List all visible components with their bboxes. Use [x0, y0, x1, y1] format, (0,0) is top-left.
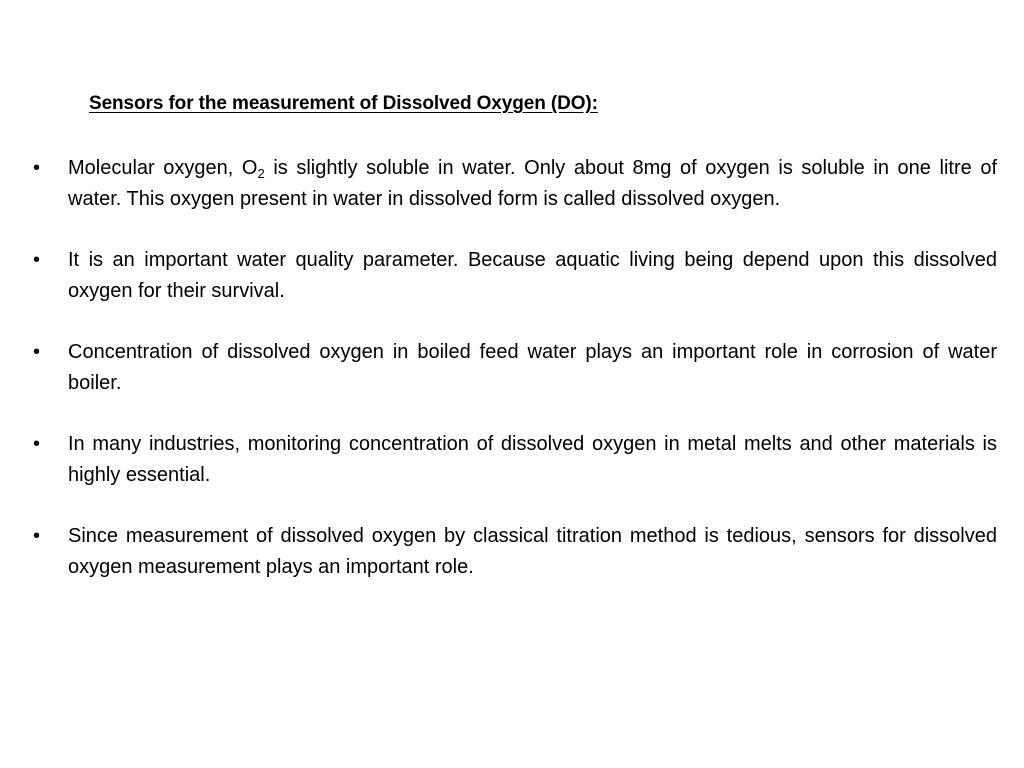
bullet-text: It is an important water quality parameter. Because aquatic living being depend upon this dissolved oxygen for their survival.: [68, 249, 997, 302]
bullet-item: [29, 245, 997, 307]
bullet-icon: •: [33, 341, 41, 363]
bullet-icon: •: [33, 433, 41, 455]
bullet-icon: •: [33, 249, 41, 271]
slide-heading: Sensors for the measurement of Dissolved Oxygen (DO):: [89, 93, 598, 114]
bullet-icon: •: [33, 157, 41, 179]
subscript: 2: [257, 166, 265, 181]
bullet-item: [29, 153, 997, 215]
bullet-text: Since measurement of dissolved oxygen by classical titration method is tedious, sensors for dissolved oxygen measurement plays an important role.: [68, 525, 997, 578]
bullet-list: [29, 153, 997, 613]
bullet-text: [68, 157, 997, 210]
bullet-text: Concentration of dissolved oxygen in boiled feed water plays an important role in corrosion of water boiler.: [68, 341, 997, 394]
bullet-item: [29, 429, 997, 491]
bullet-text-part: is slightly soluble in water. Only about 8mg of oxygen is soluble in one litre of water. This oxygen present in water in dissolved form is called dissolved oxygen.: [68, 157, 998, 210]
bullet-text-part: Molecular oxygen, O: [68, 157, 258, 179]
bullet-item: [29, 521, 997, 583]
bullet-text: In many industries, monitoring concentration of dissolved oxygen in metal melts and other materials is highly essential.: [68, 433, 997, 486]
bullet-item: [29, 337, 997, 399]
bullet-icon: •: [33, 525, 41, 547]
